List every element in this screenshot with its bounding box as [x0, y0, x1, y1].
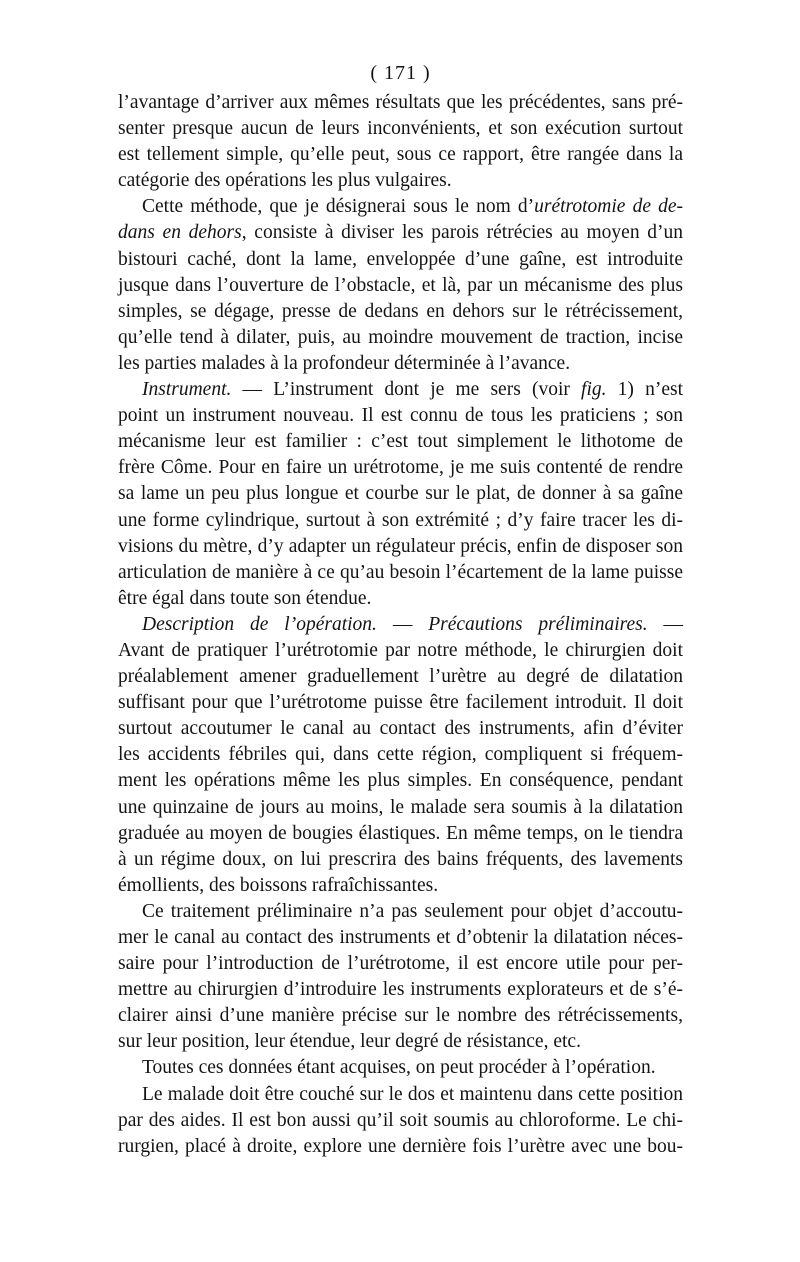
text-line: surtout accoutumer le canal au contact des instruments, afin d’éviter: [118, 718, 683, 740]
text-line: articulation de manière à ce qu’au besoin l’écartement de la lame puisse: [118, 561, 683, 583]
text-line: sa lame un peu plus longue et courbe sur le plat, de donner à sa gaîne: [118, 483, 683, 505]
text-line: simples, se dégage, presse de dedans en dehors sur le rétrécissement,: [118, 300, 683, 322]
paragraph: [118, 1082, 683, 1160]
body-text: [118, 90, 683, 1160]
text-line: rurgien, placé à droite, explore une dernière fois l’urètre avec une bou-: [118, 1135, 683, 1157]
text-line: être égal dans toute son étendue.: [118, 587, 372, 609]
text-line: mettre au chirurgien d’introduire les instruments explorateurs et de s’é-: [118, 979, 683, 1001]
text-line: mécanisme leur est familier : c’est tout simplement le lithotome de: [118, 431, 683, 453]
text-line: bistouri caché, dont la lame, enveloppée d’une gaîne, est introduite: [118, 248, 683, 270]
text-line: suffisant pour que l’urétrotome puisse être facilement introduit. Il doit: [118, 692, 683, 714]
text-line: à un régime doux, on lui prescrira des bains fréquents, des lavements: [118, 848, 683, 870]
page-number: ( 171 ): [370, 62, 431, 84]
paragraph: [118, 377, 683, 612]
text-line: mer le canal au contact des instruments et d’obtenir la dilatation néces-: [118, 927, 683, 948]
text-line: catégorie des opérations les plus vulgaires.: [118, 170, 452, 192]
paragraph: [118, 899, 683, 1056]
text-line: les parties malades à la profondeur déterminée à l’avance.: [118, 352, 571, 374]
text-line: les accidents fébriles qui, dans cette région, compliquent si fréquem-: [118, 744, 683, 766]
text-line: est tellement simple, qu’elle peut, sous ce rapport, être rangée dans la: [118, 144, 683, 166]
text-line: Ce traitement préliminaire n’a pas seulement pour objet d’accoutu-: [142, 900, 683, 922]
text-line: Cette méthode, que je désignerai sous le nom d’urétrotomie de de-: [142, 196, 683, 218]
text-line: Toutes ces données étant acquises, on peut procéder à l’opération.: [142, 1057, 656, 1079]
text-line: saire pour l’introduction de l’urétrotome, il est encore utile pour per-: [118, 953, 683, 975]
text-line: frère Côme. Pour en faire un urétrotome, je me suis contenté de rendre: [118, 457, 683, 479]
text-line: sur leur position, leur étendue, leur degré de résistance, etc.: [118, 1031, 581, 1053]
text-line: dans en dehors, consiste à diviser les parois rétrécies au moyen d’un: [118, 222, 684, 244]
book-page: [118, 58, 683, 1160]
text-line: l’avantage d’arriver aux mêmes résultats que les précédentes, sans pré-: [118, 92, 683, 113]
text-line: Le malade doit être couché sur le dos et maintenu dans cette position: [142, 1083, 683, 1105]
paragraph: [118, 612, 683, 899]
text-line: Description de l’opération. — Précautions préliminaires. —: [142, 613, 683, 635]
text-line: senter presque aucun de leurs inconvénients, et son exécution surtout: [118, 118, 683, 140]
text-line: préalablement amener graduellement l’urètre au degré de dilatation: [118, 666, 683, 688]
text-line: émollients, des boissons rafraîchissantes.: [118, 874, 439, 896]
paragraph: [118, 194, 683, 377]
text-line: une quinzaine de jours au moins, le malade sera soumis à la dilatation: [118, 796, 683, 818]
text-line: une forme cylindrique, surtout à son extrémité ; d’y faire tracer les di-: [118, 509, 683, 531]
text-line: qu’elle tend à dilater, puis, au moindre mouvement de traction, incise: [118, 326, 683, 348]
text-line: ment les opérations même les plus simples. En conséquence, pendant: [118, 770, 683, 792]
text-line: visions du mètre, d’y adapter un régulateur précis, enfin de disposer son: [118, 535, 683, 557]
text-line: Avant de pratiquer l’urétrotomie par notre méthode, le chirurgien doit: [118, 639, 683, 661]
text-line: par des aides. Il est bon aussi qu’il soit soumis au chloroforme. Le chi-: [118, 1109, 683, 1131]
paragraph: [118, 90, 683, 194]
text-line: graduée au moyen de bougies élastiques. En même temps, on le tiendra: [118, 822, 683, 844]
text-line: point un instrument nouveau. Il est connu de tous les praticiens ; son: [118, 405, 683, 427]
paragraph: [118, 1055, 683, 1081]
text-line: jusque dans l’ouverture de l’obstacle, et là, par un mécanisme des plus: [118, 274, 683, 296]
text-line: clairer ainsi d’une manière précise sur le nombre des rétrécissements,: [118, 1005, 683, 1027]
text-line: Instrument. — L’instrument dont je me sers (voir fig. 1) n’est: [142, 379, 683, 401]
